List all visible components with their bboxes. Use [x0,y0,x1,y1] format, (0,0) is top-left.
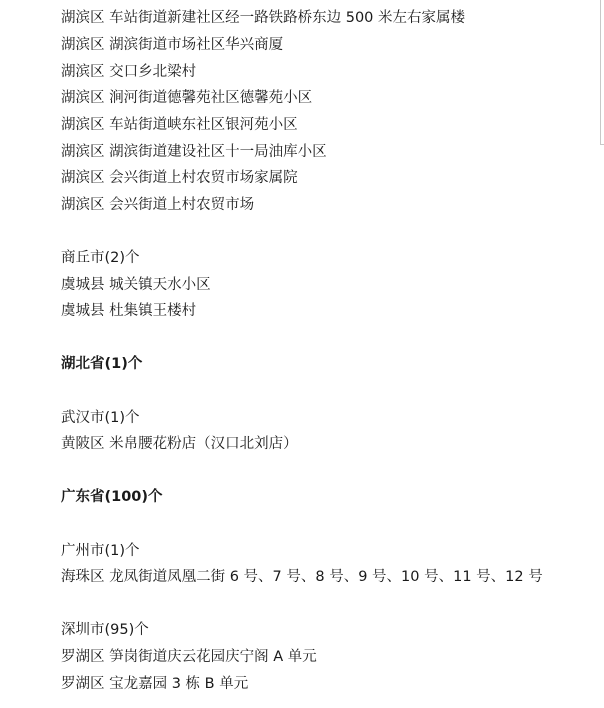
address-line: 湖滨区 湖滨街道建设社区十一局油库小区 [61,144,327,160]
address-line: 湖滨区 会兴街道上村农贸市场家属院 [61,170,298,186]
address-line: 黄陂区 米帛腰花粉店（汉口北刘店） [61,436,298,452]
address-line: 罗湖区 笋岗街道庆云花园庆宁阁 A 单元 [61,649,317,665]
address-line: 湖滨区 交口乡北梁村 [61,64,197,80]
page-edge-divider [600,0,604,145]
address-line: 湖滨区 车站街道峡东社区银河苑小区 [61,117,298,133]
city-heading: 广州市(1)个 [61,543,140,559]
province-heading: 湖北省(1)个 [61,356,143,372]
city-heading: 商丘市(2)个 [61,250,140,266]
address-line: 罗湖区 宝龙嘉园 3 栋 B 单元 [61,676,249,692]
address-line: 湖滨区 车站街道新建社区经一路铁路桥东边 500 米左右家属楼 [61,10,466,26]
address-line: 湖滨区 会兴街道上村农贸市场 [61,197,255,213]
city-heading: 武汉市(1)个 [61,410,140,426]
address-line: 虞城县 城关镇天水小区 [61,277,211,293]
address-line: 海珠区 龙凤街道凤凰二街 6 号、7 号、8 号、9 号、10 号、11 号、12 号 [61,569,543,585]
address-line: 湖滨区 湖滨街道市场社区华兴商厦 [61,37,284,53]
city-heading: 深圳市(95)个 [61,622,149,638]
province-heading: 广东省(100)个 [61,489,163,505]
address-line: 湖滨区 涧河街道德馨苑社区德馨苑小区 [61,90,313,106]
address-line: 虞城县 杜集镇王楼村 [61,303,197,319]
